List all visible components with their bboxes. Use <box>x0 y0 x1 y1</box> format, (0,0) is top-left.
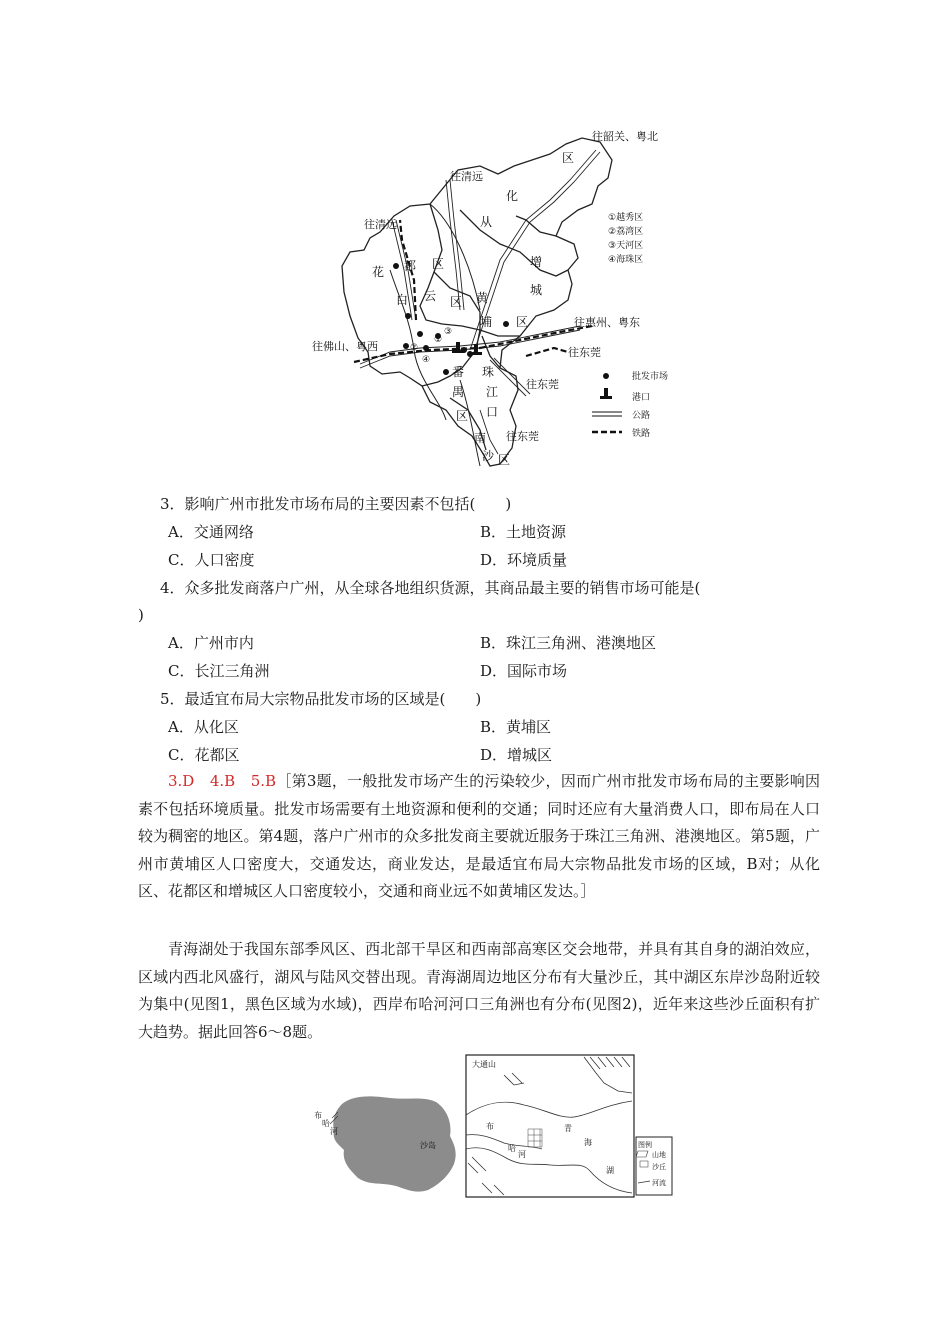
label-district: 黄 <box>476 291 489 305</box>
label-dest: 往佛山、粤西 <box>312 340 378 353</box>
option: C．长江三角洲 <box>168 662 270 680</box>
port-icon <box>452 342 464 353</box>
label-hai: 海 <box>584 1138 592 1147</box>
label-he: 河 <box>518 1150 526 1159</box>
label-district: 从 <box>480 215 493 229</box>
question-4-stem-cont: ) <box>138 606 144 624</box>
question-3-stem: 3．影响广州市批发市场布局的主要因素不包括( ) <box>160 495 512 513</box>
label-dest: 往东莞 <box>568 346 601 359</box>
option: A．广州市内 <box>168 634 254 652</box>
question-5-stem: 5．最适宜布局大宗物品批发市场的区域是( ) <box>160 690 482 708</box>
option: A．从化区 <box>168 718 239 736</box>
label-district: 区 <box>456 409 469 423</box>
label-district: 区 <box>432 257 445 271</box>
label-hu: 湖 <box>606 1166 614 1175</box>
legend-river: 河流 <box>652 1179 666 1187</box>
label-dest: 往东莞 <box>526 378 559 391</box>
label-num: ③ <box>444 327 453 337</box>
district-key: ①越秀区 <box>608 213 644 223</box>
label-datong: 大通山 <box>472 1060 496 1069</box>
district-border <box>482 336 500 368</box>
label-bu: 布 <box>314 1111 322 1120</box>
label-district: 江 <box>486 385 499 399</box>
label-district: 都 <box>404 259 417 273</box>
label-ha: 哈 <box>508 1144 516 1153</box>
option: C．人口密度 <box>168 551 255 569</box>
label-district: 口 <box>486 405 499 419</box>
answer-text: ［第3题，一般批发市场产生的污染较少，因而广州市批发市场布局的主要影响因素不包括环境质量。批发市场需要有土地资源和便利的交通；同时还应有大量消费人口，即布局在人口较为稠密的地区。第4题，落户广州市的众多批发商主要就近服务于珠江三角洲、港澳地区。第5题，广州市黄埔区人口密度大，交通发达，商业发达，是最适宜布局大宗物品批发市场的区域，B对；从化区、花都区和增城区人口密度较小，交通和商业远不如黄埔区发达。］ <box>138 772 820 900</box>
guangzhou-map <box>312 120 690 480</box>
label-district: 埔 <box>480 315 493 329</box>
map-legend <box>592 370 668 439</box>
railway <box>480 326 592 348</box>
option: B．黄埔区 <box>480 718 552 736</box>
label-district: 增 <box>530 255 543 269</box>
option: D．增城区 <box>480 746 553 764</box>
label-dest: 往惠州、粤东 <box>574 316 640 329</box>
road <box>446 180 463 310</box>
passage: 青海湖处于我国东部季风区、西北部干旱区和西南部高寒区交会地带，并具有其自身的湖泊效应，区域内西北风盛行，湖风与陆风交替出现。青海湖周边地区分布有大量沙丘，其中湖区东岸沙岛附近较为集中(见图1，黑色区域为水域)，西岸布哈河河口三角洲也有分布(见图2)，近年来这些沙丘面积有扩大趋势。据此回答6～8题。 <box>138 940 820 1041</box>
figure-2-delta <box>464 1053 696 1199</box>
label-num: ② <box>410 343 419 353</box>
label-shadao: 沙岛 <box>420 1141 436 1150</box>
label-district: 南 <box>474 431 487 445</box>
railway <box>526 348 568 356</box>
figure-1-lake <box>308 1090 464 1194</box>
label-district: 区 <box>516 315 529 329</box>
legend-road: 公路 <box>632 411 651 421</box>
label-dest: 往韶关、粤北 <box>592 130 658 143</box>
label-qing: 青 <box>564 1124 572 1133</box>
label-district: 化 <box>506 189 519 203</box>
label-district: 区 <box>562 151 575 165</box>
market-dot <box>393 263 399 269</box>
label-he: 河 <box>330 1127 338 1136</box>
label-district: 珠 <box>482 365 495 379</box>
legend-market: 批发市场 <box>632 372 669 382</box>
district-border <box>460 210 568 276</box>
label-district: 沙 <box>482 449 495 463</box>
label-bu: 布 <box>486 1122 494 1131</box>
legend-title: 图例 <box>638 1141 652 1149</box>
market-dot <box>503 321 509 327</box>
label-district: 云 <box>424 289 437 303</box>
label-district: 区 <box>450 295 463 309</box>
market-dot <box>405 313 411 319</box>
market-dot <box>417 331 423 337</box>
answer-explanation <box>138 768 820 906</box>
label-district: 白 <box>396 293 409 307</box>
fig2-legend <box>636 1137 672 1195</box>
label-ha: 哈 <box>322 1119 330 1128</box>
option: A．交通网络 <box>168 523 254 541</box>
district-key: ③天河区 <box>608 241 644 251</box>
market-dot <box>423 345 429 351</box>
district-key: ②荔湾区 <box>608 227 644 237</box>
legend-railway: 铁路 <box>632 429 651 439</box>
market-dot <box>403 343 409 349</box>
label-dest: 往清远 <box>364 218 397 231</box>
label-district: 区 <box>498 453 511 467</box>
option: B．珠江三角洲、港澳地区 <box>480 634 657 652</box>
road <box>494 358 530 394</box>
label-dest: 往东莞 <box>506 430 539 443</box>
label-dest: 往清远 <box>450 170 483 183</box>
label-num: ① <box>434 335 443 345</box>
district-key: ④海珠区 <box>608 255 644 265</box>
question-4-stem: 4．众多批发商落户广州，从全球各地组织货源，其商品最主要的销售市场可能是( <box>160 579 701 597</box>
answer-key: 3.D 4.B 5.B <box>168 772 277 790</box>
label-district: 禺 <box>452 385 465 399</box>
option: B．土地资源 <box>480 523 567 541</box>
label-district: 花 <box>372 265 385 279</box>
legend-port: 港口 <box>632 393 651 403</box>
lake-water <box>333 1096 455 1191</box>
market-dot <box>443 369 449 375</box>
label-num: ④ <box>422 355 431 365</box>
label-district: 番 <box>452 365 465 379</box>
option: D．环境质量 <box>480 551 568 569</box>
legend-mountain: 山地 <box>652 1151 666 1159</box>
legend-dune: 沙丘 <box>652 1163 666 1171</box>
option: C．花都区 <box>168 746 240 764</box>
label-district: 城 <box>530 283 543 297</box>
district-border <box>422 330 480 386</box>
option: D．国际市场 <box>480 662 568 680</box>
